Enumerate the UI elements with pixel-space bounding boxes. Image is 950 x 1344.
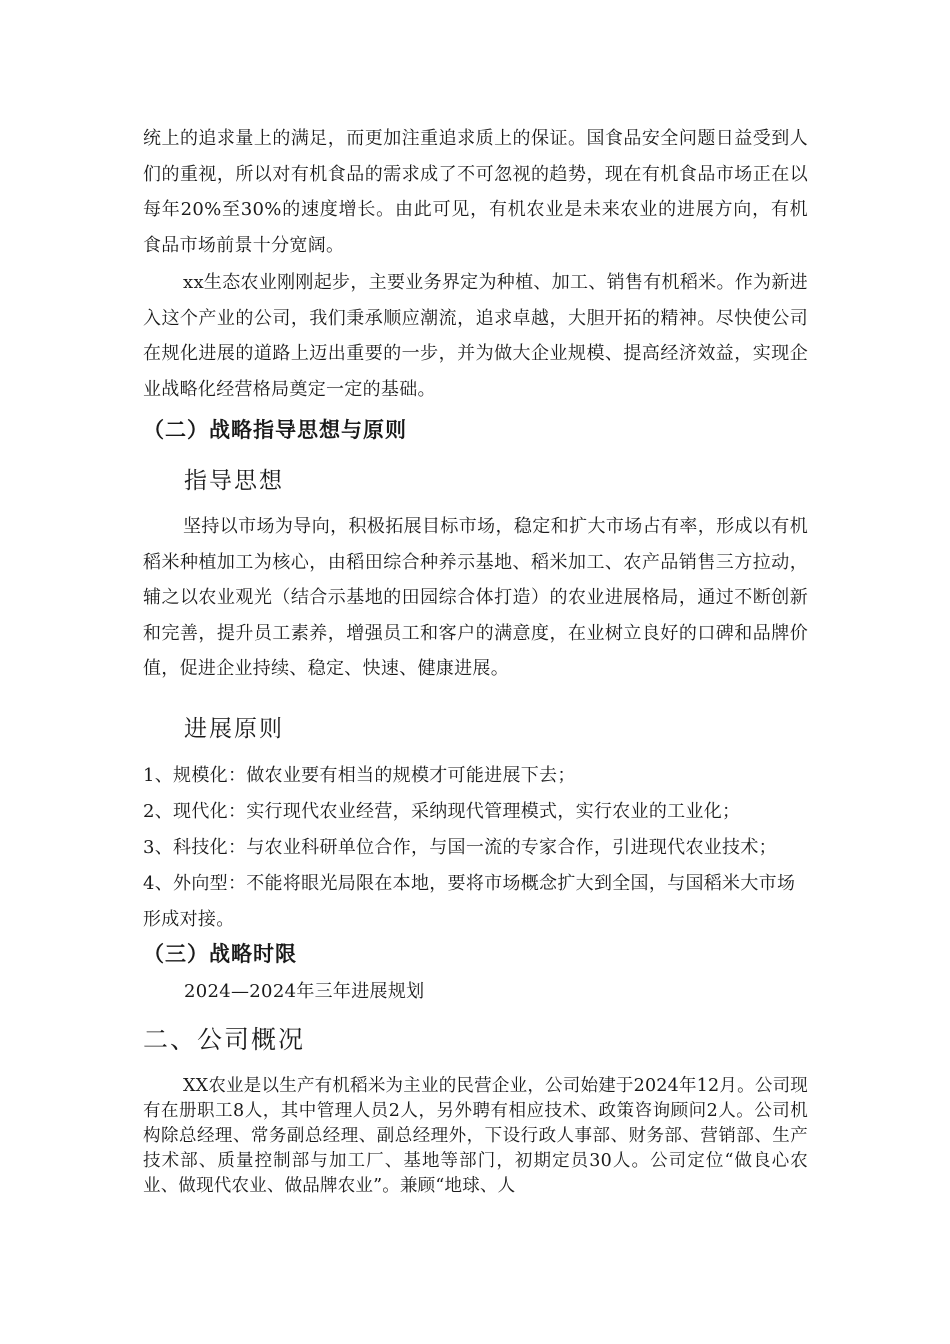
guiding-thought-heading: 指导思想 [184, 468, 284, 494]
guiding-thought-paragraph: 坚持以市场为导向，积极拓展目标市场，稳定和扩大市场占有率，形成以有机稻米种植加工为核心，由稻田综合种养示基地、稻米加工、农产品销售三方拉动，辅之以农业观光（结合示基地的田园综合体打造）的农业进展格局，通过不断创新和完善，提升员工素养，增强员工和客户的满意度，在业树立良好的口碑和品牌价值，促进企业持续、稳定、快速、健康进展。 [143, 516, 808, 680]
principle-item: 1、规模化：做农业要有相当的规模才可能进展下去； [143, 765, 576, 786]
company-overview-paragraph: XX农业是以生产有机稻米为主业的民营企业，公司始建于2024年12月。公司现有在册职工8人，其中管理人员2人，另外聘有相应技术、政策咨询顾问2人。公司机构除总经理、常务副总经理、副总经理外，下设行政人事部、财务部、营销部、生产技术部、质量控制部与加工厂、基地等部门，初期定员30人。公司定位“做良心农业、做现代农业、做品牌农业”。兼顾“地球、人 [143, 1076, 808, 1196]
principles-heading: 进展原则 [184, 716, 284, 742]
strategy-heading: （二）战略指导思想与原则 [143, 418, 407, 442]
timeline-heading: （三）战略时限 [143, 942, 297, 966]
intro-paragraph-1: 统上的追求量上的满足，而更加注重追求质上的保证。国食品安全问题日益受到人们的重视，所以对有机食品的需求成了不可忽视的趋势，现在有机食品市场正在以每年20%至30%的速度增长。由此可见，有机农业是未来农业的进展方向，有机食品市场前景十分宽阔。 [143, 128, 808, 256]
timeline-text: 2024—2024年三年进展规划 [184, 981, 425, 1002]
principle-item: 3、科技化：与农业科研单位合作，与国一流的专家合作，引进现代农业技术； [143, 837, 777, 858]
principle-item: 4、外向型：不能将眼光局限在本地，要将市场概念扩大到全国，与国稻米大市场形成对接。 [143, 873, 796, 930]
principle-item: 2、现代化：实行现代农业经营，采纳现代管理模式，实行农业的工业化； [143, 801, 741, 822]
intro-paragraph-2: xx生态农业刚刚起步，主要业务界定为种植、加工、销售有机稻米。作为新进入这个产业的公司，我们秉承顺应潮流，追求卓越，大胆开拓的精神。尽快使公司在规化进展的道路上迈出重要的一步，并为做大企业规模、提高经济效益，实现企业战略化经营格局奠定一定的基础。 [143, 272, 808, 400]
company-overview-heading: 二、公司概况 [143, 1025, 306, 1054]
